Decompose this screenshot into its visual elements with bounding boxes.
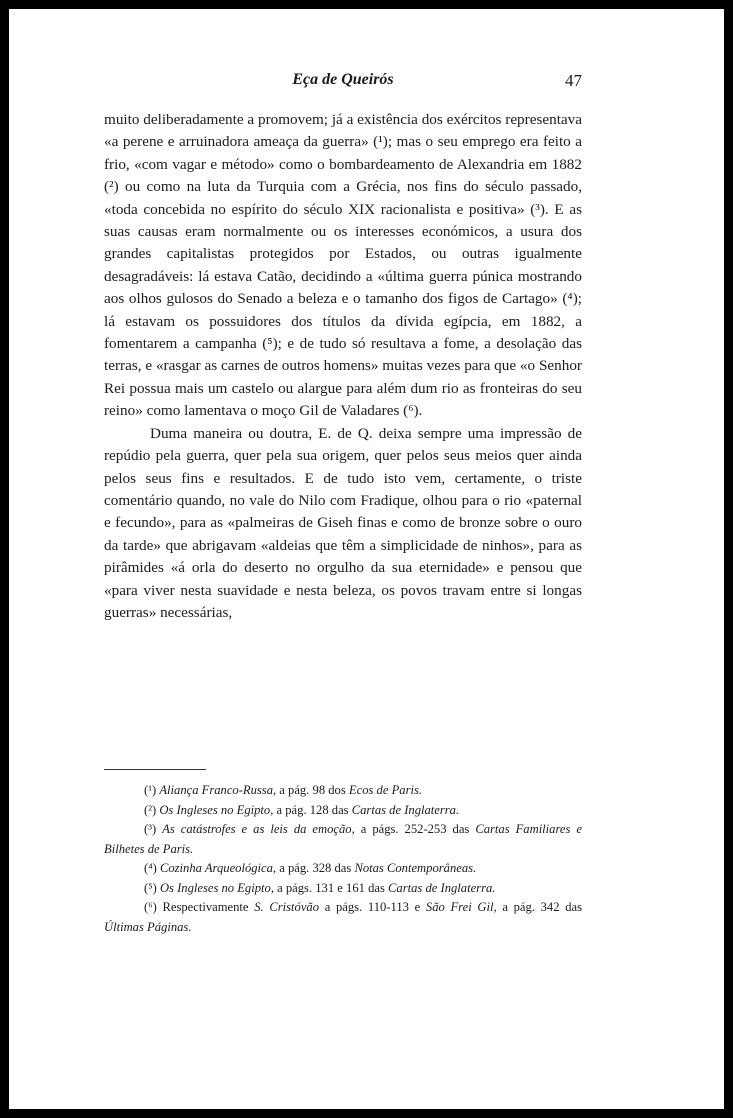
body-text — [104, 109, 582, 624]
footnote-work: Cartas de Inglaterra. — [388, 880, 496, 895]
footnote-title: As catástrofes e as leis da emoção, — [162, 822, 355, 836]
footnote-title: Aliança Franco-Russa, — [159, 783, 277, 797]
paragraph-1: muito deliberadamente a promovem; já a existência dos exércitos representava «a perene e arruinadora ameaça da guerra» (¹); mas o seu emprego era feito a frio, «com vagar e método» como o bombardeamento de Alexandria em 1882 (²) ou como na luta da Turquia com a Grécia, nos fins do século passado, «toda concebida no espírito do século XIX racionalista e positiva» (³). E as suas causas eram normalmente ou os interesses económicos, a usura dos grandes capitalistas protegidos por Estados, ou outras igualmente desagradáveis: lá estava Catão, decidindo a «última guerra púnica mostrando aos olhos gulosos do Senado a beleza e o tamanho dos figos de Cartago» (⁴); lá estavam os possuidores dos títulos da dívida egípcia, em 1882, a fomentarem a campanha (⁵); e de tudo só resultava a fome, a desolação das terras, e «rasgar as carnes de outros homens» muitas vezes para que «o Senhor Rei possua mais um castelo ou alargue para além dum rio as fronteiras do seu reino» como lamentava o moço Gil de Valadares (⁶). — [104, 111, 582, 420]
footnote-2 — [104, 801, 582, 821]
footnote-5 — [104, 879, 582, 899]
paragraph-2: Duma maneira ou doutra, E. de Q. deixa sempre uma impressão de repúdio pela guerra, quer pela sua origem, quer pelos seus meios quer ainda pelos seus fins e resultados. E de tudo isto vem, certamente, o triste comentário quando, no vale do Nilo com Fradique, olhou para o rio «paternal e fecundo», para as «palmeiras de Giseh finas e como de bronze sobre o ouro da tarde» que abrigavam «aldeias que têm a simplicidade de ninhos», para as pirâmides «á orla do deserto no orgulho da sua eternidade» e pensou que «para viver nesta suavidade e nesta beleza, os povos travam entre si longas guerras» necessárias, — [104, 424, 582, 621]
footnotes — [104, 781, 582, 937]
footnote-text: a págs. 131 e 161 das — [273, 880, 389, 895]
footnote-text: a pág. 328 das — [276, 861, 355, 875]
footnote-work: Cartas de Inglaterra. — [351, 802, 460, 817]
footnote-mark: (¹) — [144, 783, 157, 797]
footnote-mark: (³) — [144, 822, 157, 836]
footnote-rule — [104, 769, 206, 770]
running-head — [104, 71, 582, 95]
footnote-mark: (⁵) — [144, 880, 157, 895]
footnote-1 — [104, 781, 582, 801]
footnote-mark: (²) — [144, 802, 157, 817]
footnote-prefix: Respectivamente — [156, 900, 255, 914]
footnote-mark: (⁴) — [144, 861, 157, 875]
footnote-mark: (⁶) — [144, 900, 157, 914]
footnote-work: Últimas Páginas. — [104, 919, 192, 934]
footnote-text: a págs. 110-113 e — [319, 900, 426, 914]
footnote-6 — [104, 898, 582, 937]
footnote-text: a pág. 128 das — [273, 802, 352, 817]
footnote-text: a pág. 98 dos — [276, 783, 349, 797]
footnote-title: Cozinha Arqueológica, — [159, 861, 277, 875]
footnote-title: S. Cristóvão — [254, 900, 320, 914]
footnote-work: Cartas Familiares e Bilhetes de Paris. — [104, 822, 582, 856]
footnote-title: Os Ingleses no Egipto, — [159, 880, 274, 895]
footnote-title-2: São Frei Gil, — [425, 900, 497, 914]
footnote-work: Ecos de Paris. — [348, 783, 423, 797]
footnote-title: Os Ingleses no Egipto, — [159, 802, 274, 817]
footnote-4 — [104, 859, 582, 879]
footnote-text: a págs. 252-253 das — [354, 822, 476, 836]
footnote-text-2: a pág. 342 das — [496, 900, 582, 914]
book-page — [9, 9, 724, 1109]
footnote-work: Notas Contemporâneas. — [354, 861, 477, 875]
running-title: Eça de Queirós — [292, 71, 394, 88]
page-number: 47 — [565, 71, 582, 90]
footnote-3 — [104, 820, 582, 859]
